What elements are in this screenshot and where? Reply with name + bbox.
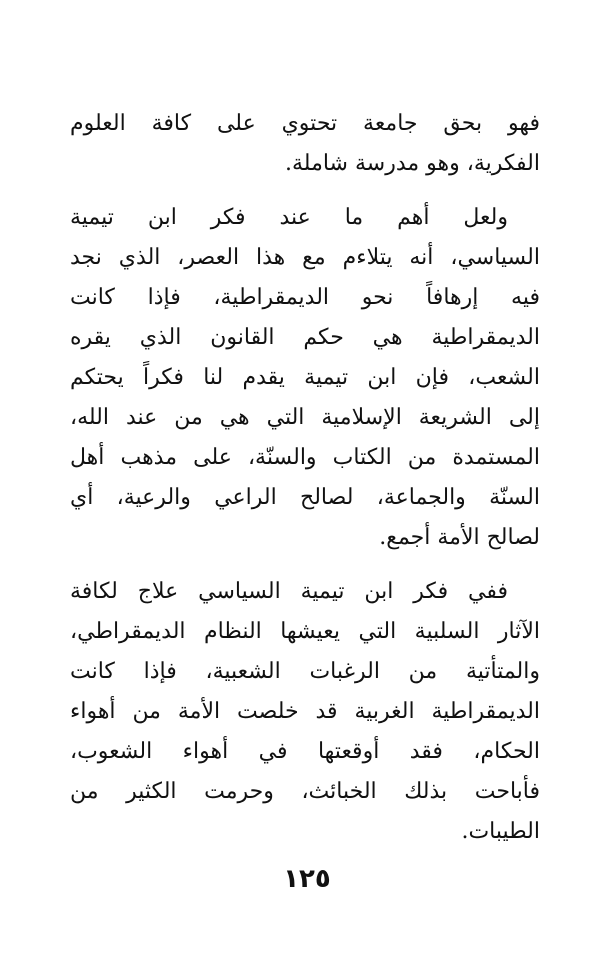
text-line: المستمدة من الكتاب والسنّة، على مذهب أهل [70, 445, 540, 470]
text-line: لصالح الأمة أجمع. [379, 525, 540, 550]
body-text [70, 104, 540, 852]
text-line: الحكام، فقد أوقعتها في أهواء الشعوب، [70, 739, 540, 764]
text-line: الشعب، فإن ابن تيمية يقدم لنا فكراً يحتكم [70, 365, 540, 390]
text-line: ففي فكر ابن تيمية السياسي علاج لكافة [70, 579, 508, 604]
text-line: إلى الشريعة الإسلامية التي هي من عند الله، [70, 405, 540, 430]
text-line: ولعل أهم ما عند فكر ابن تيمية [70, 205, 508, 230]
text-line: فأباحت بذلك الخبائث، وحرمت الكثير من [70, 779, 540, 804]
text-line: الطيبات. [461, 819, 540, 844]
text-line: فيه إرهافاً نحو الديمقراطية، فإذا كانت [70, 285, 540, 310]
paragraph-3 [70, 572, 540, 852]
text-line: الآثار السلبية التي يعيشها النظام الديمقراطي، [70, 619, 540, 644]
paragraph-1 [70, 104, 540, 184]
text-line: الديمقراطية هي حكم القانون الذي يقره [70, 325, 540, 350]
text-line: فهو بحق جامعة تحتوي على كافة العلوم [70, 111, 540, 136]
text-line: الفكرية، وهو مدرسة شاملة. [285, 151, 540, 176]
text-line: والمتأتية من الرغبات الشعبية، فإذا كانت [70, 659, 540, 684]
paragraph-2 [70, 198, 540, 558]
text-line: السياسي، أنه يتلاءم مع هذا العصر، الذي نجد [70, 245, 540, 270]
text-line: الديمقراطية الغربية قد خلصت الأمة من أهواء [70, 699, 540, 724]
text-line: السنّة والجماعة، لصالح الراعي والرعية، أي [70, 485, 540, 510]
page-number: ١٢٥ [283, 864, 331, 894]
